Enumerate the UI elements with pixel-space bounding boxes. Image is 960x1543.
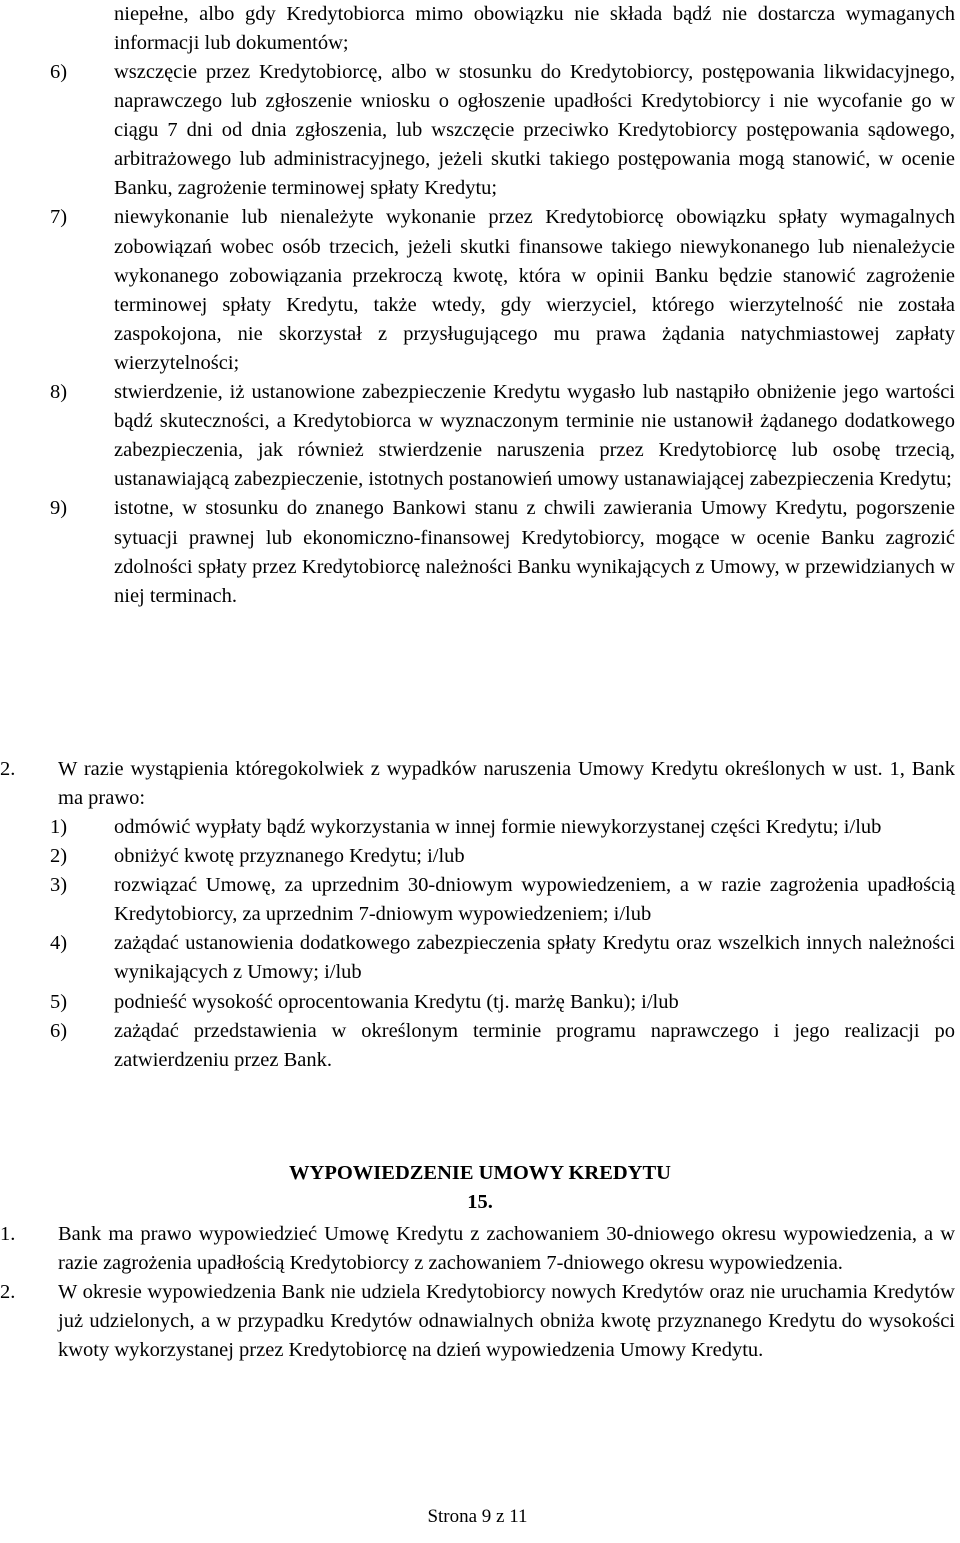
list-item-number: 3) xyxy=(50,874,68,897)
list-item-text: istotne, w stosunku do znanego Bankowi stanu z chwili zawierania Umowy Kredytu, pogorszenie sytuacji prawnej lub ekonomiczno-finansowej Kredytobiorcy, mogące w ocenie Banku zagrozić zdolności spłaty przez Kredytobiorcę należności Banku wynikających z Umowy, w przewidzianych w niej terminach. xyxy=(114,497,955,607)
point-2-number: 2. xyxy=(0,758,16,780)
list-item-number: 6) xyxy=(50,61,68,83)
list-item-number: 1. xyxy=(0,1223,16,1245)
list-item-number: 4) xyxy=(50,932,68,955)
section1-list xyxy=(50,58,955,611)
section-number: 15. xyxy=(467,1191,493,1213)
point-2-text: W razie wystąpienia któregokolwiek z wypadków naruszenia Umowy Kredytu określonych w ust. 1, Bank ma prawo: xyxy=(58,758,955,810)
list-item-number: 8) xyxy=(50,381,68,404)
list-item-text: wszczęcie przez Kredytobiorcę, albo w stosunku do Kredytobiorcy, postępowania likwidacyjnego, naprawczego lub zgłoszenie wniosku o ogłoszenie upadłości Kredytobiorcy i nie wycofanie go w ciągu 7 dni od dnia zgłoszenia, lub wszczęcie przeciwko Kredytobiorcy postępowania sądowego, arbitrażowego lub administracyjnego, jeżeli skutki takiego postępowania mogą stanowić, w ocenie Banku, zagrożenie terminowej spłaty Kredytu; xyxy=(114,61,955,200)
list-item-text: zażądać przedstawienia w określonym terminie programu naprawczego i jego realizacji po zatwierdzeniu przez Bank. xyxy=(114,1019,955,1071)
list-item-number: 7) xyxy=(50,206,68,229)
list-item-text: odmówić wypłaty bądź wykorzystania w innej formie niewykorzystanej części Kredytu; i/lub xyxy=(114,816,882,838)
list-item-text: W okresie wypowiedzenia Bank nie udziela Kredytobiorcy nowych Kredytów oraz nie uruchamia Kredytów już udzielonych, a w przypadku Kredytów odnawialnych obniża kwotę przyznanego Kredytu do wysokości kwoty wykorzystanej przez Kredytobiorcę na dzień wypowiedzenia Umowy Kredytu. xyxy=(58,1281,955,1362)
list-item xyxy=(0,1220,955,1278)
list-item xyxy=(50,842,955,871)
list-item-text: obniżyć kwotę przyznanego Kredytu; i/lub xyxy=(114,845,465,868)
list-item-text: Bank ma prawo wypowiedzieć Umowę Kredytu z zachowaniem 30-dniowego okresu wypowiedzenia, a w razie zagrożenia upadłością Kredytobiorcy z zachowaniem 7-dniowego okresu wypowiedzenia. xyxy=(58,1223,955,1275)
section2-list xyxy=(50,813,955,1075)
list-item xyxy=(50,988,955,1017)
list-item xyxy=(50,494,955,610)
list-item xyxy=(50,813,955,842)
point-2 xyxy=(0,755,955,813)
list-item xyxy=(50,58,955,203)
page-footer: Strona 9 z 11 xyxy=(427,1506,528,1527)
list-item-number: 5) xyxy=(50,990,68,1013)
list-item-number: 2. xyxy=(0,1281,16,1304)
list-item-text: podnieść wysokość oprocentowania Kredytu (tj. marżę Banku); i/lub xyxy=(114,990,679,1013)
list-item xyxy=(50,378,955,494)
list-item-number: 6) xyxy=(50,1019,68,1042)
list-item-number: 2) xyxy=(50,845,68,868)
list-item xyxy=(50,929,955,987)
list-item-text: niewykonanie lub nienależyte wykonanie przez Kredytobiorcę obowiązku spłaty wymagalnych zobowiązań wobec osób trzecich, jeżeli skutki finansowe takiego niewykonanego lub nienależycie wykonanego zobowiązania przekroczą kwotę, która w opinii Banku będzie stanowić zagrożenie terminowej spłaty Kredytu, także wtedy, gdy wierzyciel, którego wierzytelność nie została zaspokojona, nie skorzystał z przysługującego mu prawa żądania natychmiastowej zapłaty wierzytelności; xyxy=(114,206,955,374)
point-2-paragraph xyxy=(0,755,955,813)
list-item-number: 9) xyxy=(50,497,68,520)
list-item-number: 1) xyxy=(50,816,68,838)
list-item xyxy=(50,871,955,929)
list-item-text: zażądać ustanowienia dodatkowego zabezpieczenia spłaty Kredytu oraz wszelkich innych należności wynikających z Umowy; i/lub xyxy=(114,932,955,984)
section15-list xyxy=(0,1220,955,1365)
section-heading: WYPOWIEDZENIE UMOWY KREDYTU xyxy=(289,1162,671,1184)
list-item-text: stwierdzenie, iż ustanowione zabezpieczenie Kredytu wygasło lub nastąpiło obniżenie jego wartości bądź skuteczności, a Kredytobiorca w wyznaczonym terminie nie ustanowił żądanego dodatkowego zabezpieczenia, jak również stwierdzenie naruszenia przez Kredytobiorcę lub osobę trzecią, ustanawiającą zabezpieczenie, istotnych postanowień umowy ustanawiającej zabezpieczenia Kredytu; xyxy=(114,381,955,491)
list-item xyxy=(50,1017,955,1075)
list-item-text: rozwiązać Umowę, za uprzednim 30-dniowym wypowiedzeniem, a w razie zagrożenia upadłością Kredytobiorcy, za uprzednim 7-dniowym wypowiedzeniem; i/lub xyxy=(114,874,955,926)
list-item xyxy=(50,203,955,378)
intro-continuation: niepełne, albo gdy Kredytobiorca mimo obowiązku nie składa bądź nie dostarcza wymaganych informacji lub dokumentów; xyxy=(114,3,955,55)
list-item xyxy=(0,1278,955,1365)
